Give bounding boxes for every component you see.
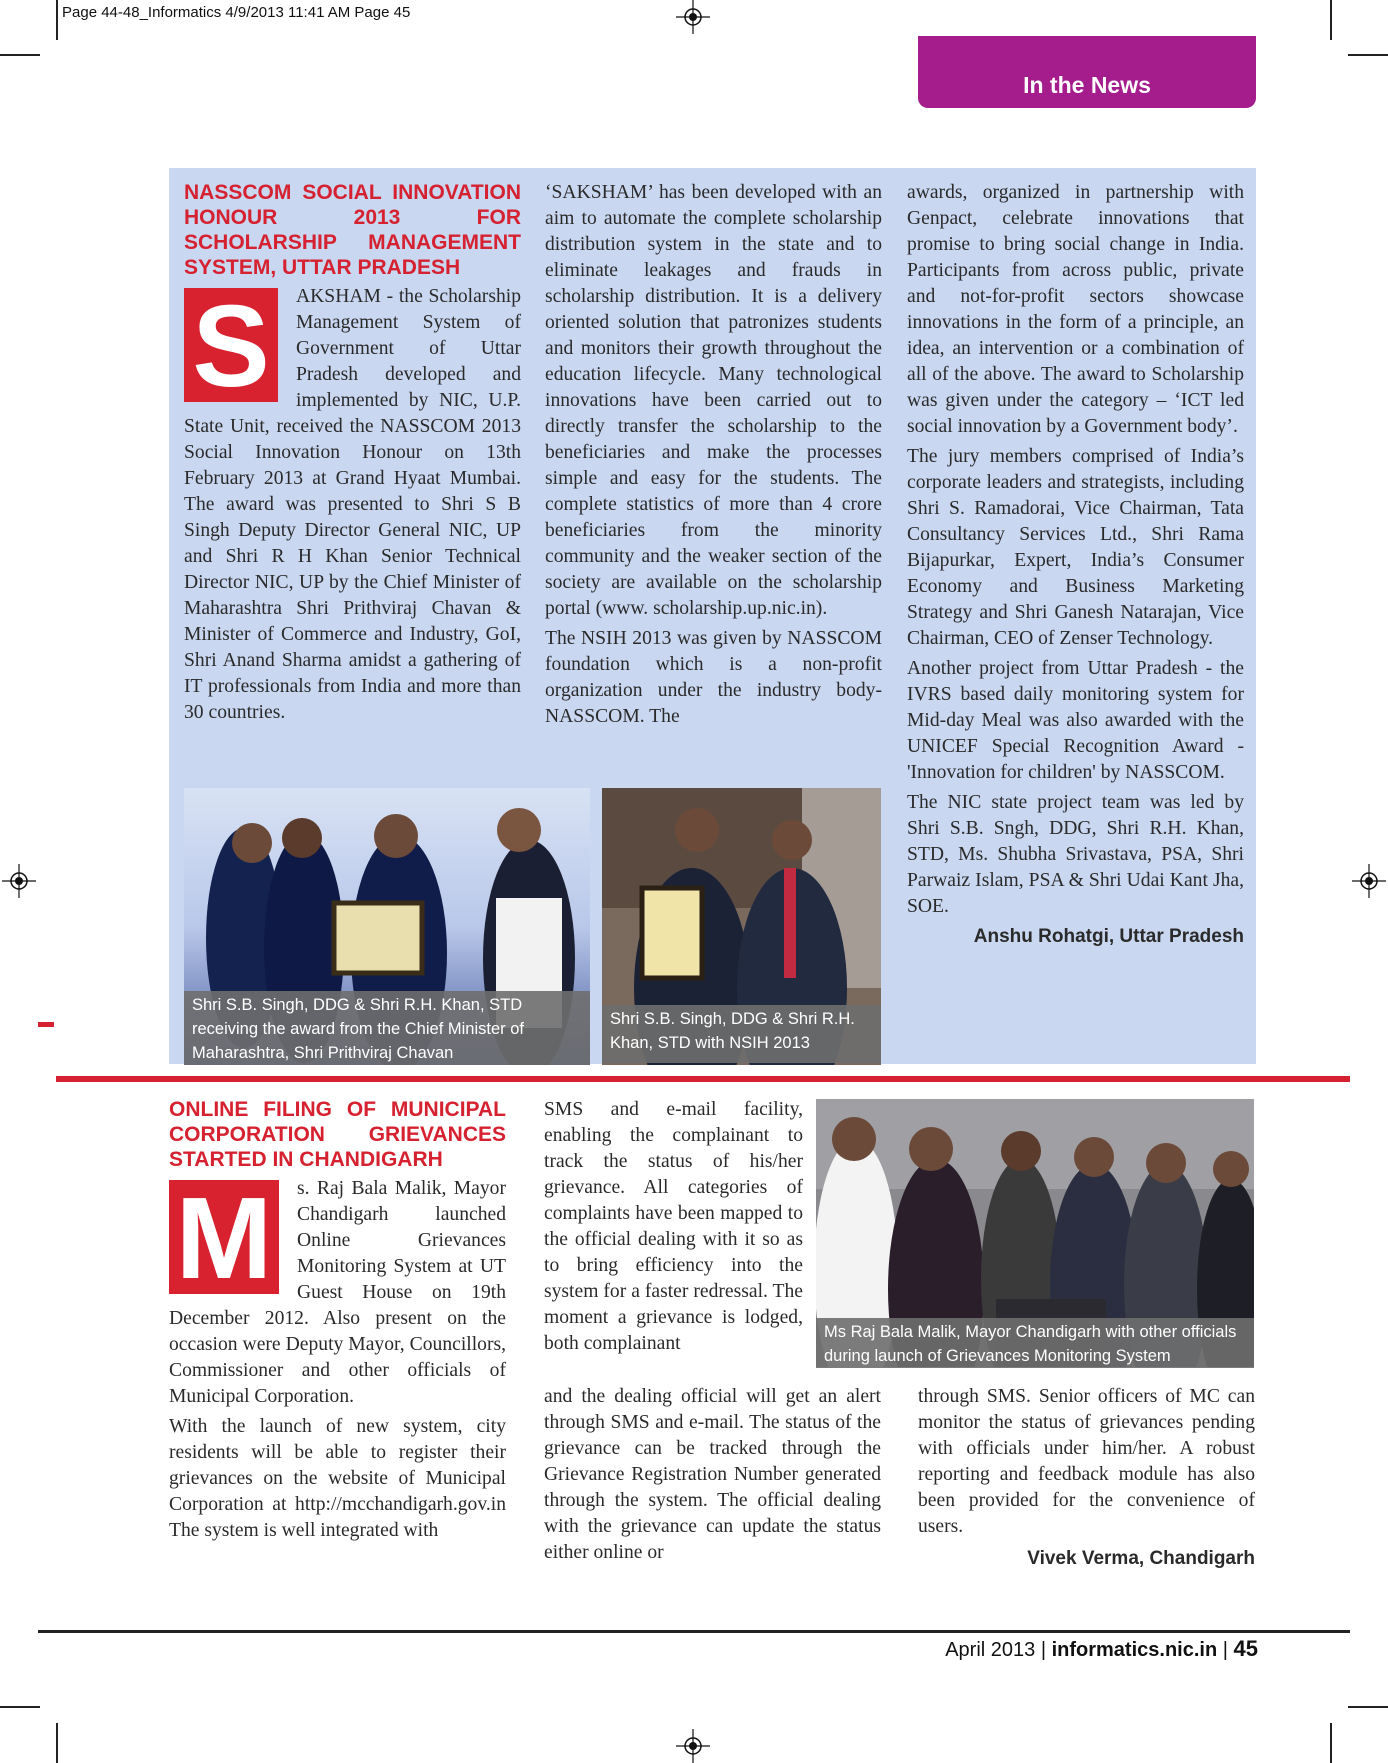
article-1-paragraph: The NIC state project team was led by Shri S.B. Sngh, DDG, Shri R.H. Khan, STD, Ms. Shubha Srivastava, PSA, Shri Parwaiz Islam, PSA & Shri Udai Kant Jha, SOE.: [907, 792, 1244, 917]
page-number: 45: [1233, 1636, 1258, 1661]
crop-mark: [0, 54, 40, 56]
article-1-column-3: [907, 180, 1244, 950]
article-1-paragraph: The NSIH 2013 was given by NASSCOM foundation which is a non-profit organization under the industry body- NASSCOM. The: [545, 628, 882, 727]
article-1-dropcap: S: [184, 288, 278, 402]
crop-mark: [56, 0, 58, 40]
section-tab-label: In the News: [1023, 72, 1151, 98]
page-footer: [945, 1636, 1258, 1662]
crop-mark: [1348, 54, 1388, 56]
footer-rule: [38, 1630, 1350, 1633]
article-2-lead-paragraph: s. Raj Bala Malik, Mayor Chandigarh launched Online Grievances Monitoring System at UT Guest House on 19th December 2012. Also present on the occasion were Deputy Mayor, Councillors, Commissioner and other officials of Municipal Corporation.: [169, 1178, 506, 1407]
grievance-launch-caption: Ms Raj Bala Malik, Mayor Chandigarh with other officials during launch of Grievances Monitoring System: [816, 1318, 1254, 1368]
article-1-paragraph: ‘SAKSHAM’ has been developed with an aim to automate the complete scholarship distribution system in the state and to eliminate leakages and frauds in scholarship distribution. It is a delivery oriented solution that patronizes students and monitors their growth throughout the education lifecycle. Many technological innovations have been carried out to directly transfer the scholarship to the beneficiaries and make the processes simple and easy for the students. The complete statistics of more than 4 crore beneficiaries from the minority community and the weaker section of the society are available on the scholarship portal (www. scholarship.up.nic.in).: [545, 182, 882, 619]
article-1-column-2: [545, 180, 882, 734]
registration-mark-icon: [2, 864, 36, 898]
article-2-author: Vivek Verma, Chandigarh: [1027, 1548, 1255, 1569]
footer-separator: |: [1222, 1639, 1234, 1661]
footer-date: April 2013: [945, 1639, 1036, 1661]
article-2-paragraph: SMS and e-mail facility, enabling the complainant to track the status of his/her grievance. All categories of complaints have been mapped to the official dealing with it so as to bring efficiency into the system for a faster redressal. The moment a grievance is lodged, both complainant: [544, 1099, 803, 1354]
crop-mark: [1348, 1706, 1388, 1708]
article-2-column-2-bottom: [544, 1384, 881, 1570]
crop-mark: [1330, 1723, 1332, 1763]
article-1-lead-paragraph: AKSHAM - the Scholarship Management System of Government of Uttar Pradesh developed and implemented by NIC, U.P. State Unit, received the NASSCOM 2013 Social Innovation Honour on 13th February 2013 at Grand Hyaat Mumbai. The award was presented to Shri S B Singh Deputy Director General NIC, UP and Shri R H Khan Senior Technical Director NIC, UP by the Chief Minister of Maharashtra Shri Prithviraj Chavan & Minister of Commerce and Industry, GoI, Shri Anand Sharma amidst a gathering of IT professionals from India and more than 30 countries.: [184, 286, 521, 723]
registration-mark-icon: [676, 0, 710, 34]
footer-separator: |: [1040, 1639, 1052, 1661]
crop-mark: [1330, 0, 1332, 40]
footer-site: informatics.nic.in: [1051, 1639, 1218, 1661]
crop-mark: [0, 1706, 40, 1708]
article-2-column-1: [169, 1097, 506, 1548]
article-2-dropcap: M: [169, 1180, 279, 1294]
red-margin-mark: [38, 1022, 54, 1027]
print-slug: Page 44-48_Informatics 4/9/2013 11:41 AM Page 45: [62, 4, 411, 21]
article-2-paragraph: With the launch of new system, city residents will be able to register their grievances on the website of Municipal Corporation at http://mcchandigarh.gov.in The system is well integrated with: [169, 1416, 506, 1541]
article-divider: [56, 1076, 1350, 1082]
crop-mark: [56, 1723, 58, 1763]
section-tab: [918, 36, 1256, 108]
article-2-paragraph: through SMS. Senior officers of MC can monitor the status of grievances pending with officials under him/her. A robust reporting and feedback module has also been provided for the convenience of users.: [918, 1386, 1255, 1537]
nsih-award-caption: Shri S.B. Singh, DDG & Shri R.H. Khan, STD with NSIH 2013: [602, 1005, 881, 1063]
registration-mark-icon: [676, 1729, 710, 1763]
registration-mark-icon: [1352, 864, 1386, 898]
article-2-headline: ONLINE FILING OF MUNICIPAL CORPORATION GRIEVANCES STARTED IN CHANDIGARH: [169, 1098, 506, 1171]
article-2-paragraph: and the dealing official will get an alert through SMS and e-mail. The status of the grievance can be tracked through the Grievance Registration Number generated through the system. The official dealing with the grievance can update the status either online or: [544, 1386, 881, 1563]
article-1-column-1: [184, 180, 521, 730]
article-2-column-2-top: [544, 1097, 803, 1361]
award-ceremony-caption: Shri S.B. Singh, DDG & Shri R.H. Khan, STD receiving the award from the Chief Minister of Maharashtra, Shri Prithviraj Chavan: [184, 991, 590, 1065]
article-1-paragraph: awards, organized in partnership with Genpact, celebrate innovations that promise to bring social change in India. Participants from across public, private and not-for-profit sectors showcase innovations in the form of a principle, an idea, an intervention or a combination of all of the above. The award to Scholarship was given under the category – ‘ICT led social innovation by a Government body’.: [907, 182, 1244, 437]
article-1-paragraph: Another project from Uttar Pradesh - the IVRS based daily monitoring system for Mid-day Meal was also awarded with the UNICEF Special Recognition Award - 'Innovation for children' by NASSCOM.: [907, 658, 1244, 783]
article-1-author: Anshu Rohatgi, Uttar Pradesh: [973, 926, 1244, 947]
article-1-headline: NASSCOM SOCIAL INNOVATION HONOUR 2013 FOR SCHOLARSHIP MANAGEMENT SYSTEM, UTTAR PRADESH: [184, 181, 521, 279]
article-1-paragraph: The jury members comprised of India’s corporate leaders and strategists, including Shri S. Ramadorai, Vice Chairman, Tata Consultancy Services Ltd., Shri Rama Bijapurkar, Expert, India’s Consumer Economy and Business Marketing Strategy and Shri Ganesh Natarajan, Vice Chairman, CEO of Zenser Technology.: [907, 446, 1244, 649]
article-2-column-3: [918, 1384, 1255, 1572]
